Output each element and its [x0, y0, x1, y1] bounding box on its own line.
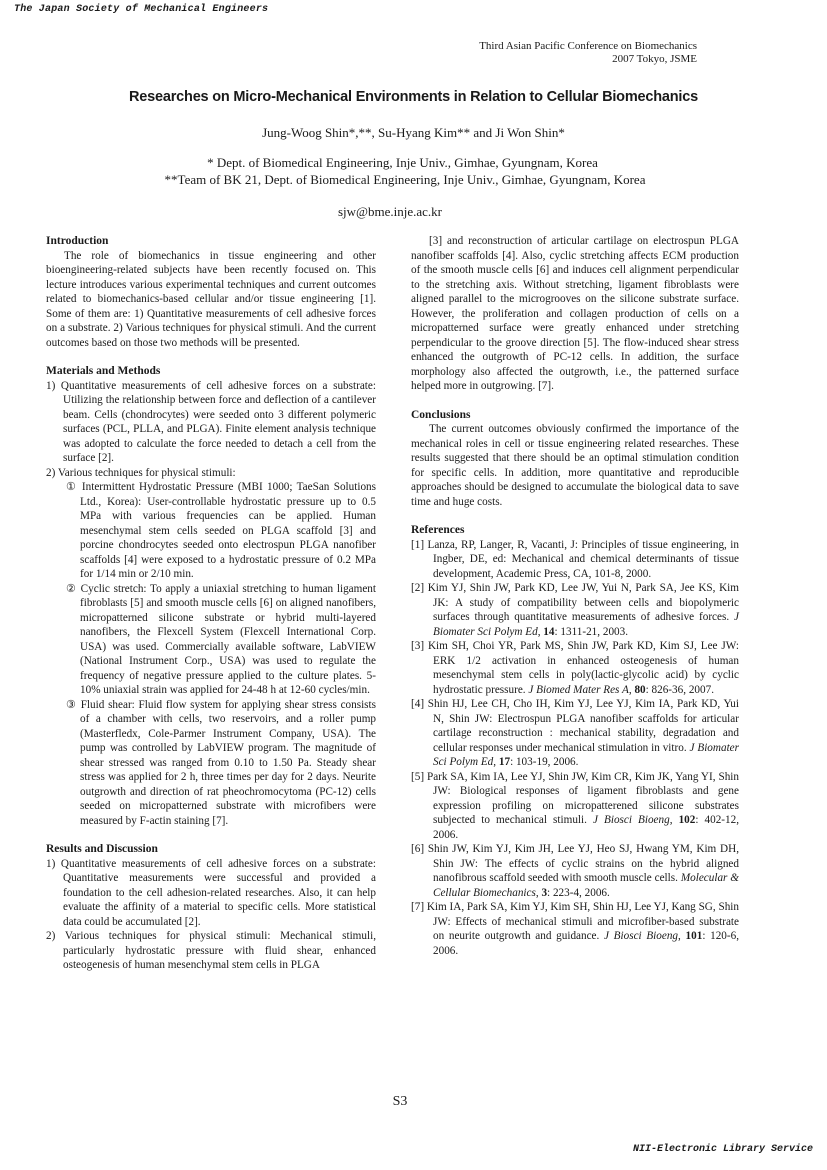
methods-subitem-2: ② Cyclic stretch: To apply a uniaxial stretching to human ligament fibroblasts [5] and smooth muscle cells [6] on aligned nanofibers, micropatterned silicone substrate or hybrid multi-layered nanofibers, the Flexcell System (Flexcell International Corp. USA) was used. Commercially available software, LabVIEW (National Instrument Corp., USA) was used to regulate the frequency of negative pressure applied to the culture plates. 5-10% uniaxial strain was applied for 24-48 h at 12-60 cycles/min. [66, 582, 376, 696]
references-heading: References [411, 524, 465, 536]
reference-3: [3] Kim SH, Choi YR, Park MS, Shin JW, Park KD, Kim SJ, Lee JW: ERK 1/2 activation in enhanced osteogenesis of human mesenchymal stem cells in poly(lactic-glycolic acid) by cyclic hydrostatic pressure. J Biomed Mater Res A, 80: 826-36, 2007. [411, 640, 739, 696]
methods-item-1: 1) Quantitative measurements of cell adhesive forces on a substrate: Utilizing the relationship between force and deflection of a cantilever beam. Cells (chondrocytes) were seeded onto 3 different polymeric surfaces (PCL, PLLA, and PLGA). Finite element analysis technique was adopted to calculate the force needed to detach a cell from the surface [2]. [46, 379, 376, 464]
affiliation-1: * Dept. of Biomedical Engineering, Inje Univ., Gimhae, Gyungnam, Korea [207, 155, 598, 170]
results-heading: Results and Discussion [46, 843, 158, 855]
conference-name: Third Asian Pacific Conference on Biomechanics [479, 40, 697, 52]
right-column [411, 234, 739, 958]
results-item-2: 2) Various techniques for physical stimuli: Mechanical stimuli, particularly hydrostatic pressure with fluid shear, enhanced osteogenesis of human mesenchymal stem cells in PLGA [46, 930, 376, 971]
conclusions-heading: Conclusions [411, 408, 471, 421]
affiliation-2: **Team of BK 21, Dept. of Biomedical Engineering, Inje Univ., Gimhae, Gyungnam, Korea [164, 172, 646, 187]
methods-subitem-3: ③ Fluid shear: Fluid flow system for applying shear stress consists of a chamber with cells, two reservoirs, and a roller pump (Masterfledx, Cole-Parmer Instrument Company, USA). The pump was controlled by LabVIEW program. The magnitude of shear stressed was ranged from 0.10 to 1.50 Pa. Steady shear stress was applied for 2 h, three times per day for 2 days. Neurite outgrowth and direction of rat pheochromocytoma (PC-12) cells seeded on micropatterned substrate with microfibers were measured by F-actin staining [7]. [66, 698, 376, 827]
results-item-1: 1) Quantitative measurements of cell adhesive forces on a substrate: Quantitative measurements were successful and provided a foundation to the cell adhesion-related researches. Also, it can help evaluate the affinity of a material to specific cells. More statistical data could be accumulated [2]. [46, 857, 376, 928]
methods-heading: Materials and Methods [46, 365, 161, 377]
reference-6: [6] Shin JW, Kim YJ, Kim JH, Lee YJ, Heo SJ, Hwang YM, Kim DH, Shin JW: The effects of cyclic strains on the hybrid aligned nanofibrous scaffold seeded with smooth muscle cells. Molecular & Cellular Biomechanics, 3: 223-4, 2006. [411, 843, 740, 899]
author-email: sjw@bme.inje.ac.kr [337, 204, 443, 219]
reference-5: [5] Park SA, Kim IA, Lee YJ, Shin JW, Kim CR, Kim JK, Yang YI, Shin JW: Biological responses of ligament fibroblasts and gene expression profiling on micropatterened silicone substrates subjected to mechanical stimuli. J Biosci Bioeng, 102: 402-12, 2006. [411, 770, 740, 841]
introduction-heading: Introduction [46, 235, 109, 247]
page-number: S3 [392, 1094, 408, 1109]
methods-item-2: 2) Various techniques for physical stimuli: [46, 466, 236, 479]
conference-info [479, 40, 697, 66]
reference-4: [4] Shin HJ, Lee CH, Cho IH, Kim YJ, Lee YJ, Kim IA, Park KD, Yui N, Shin JW: Electrospun PLGA nanofiber scaffolds for articular cartilage reconstruction : mechanical stability, degradation and cellular responses under mechanical stimulation in vitro. J Biomater Sci Polym Ed, 17: 103-19, 2006. [411, 698, 740, 768]
results-continued: [3] and reconstruction of articular cartilage on electrospun PLGA nanofiber scaffolds [4]. Also, cyclic stretching affects ECM production of the smooth muscle cells [6] and induces cell alignment perpendicular to the stretching axis. Without stretching, ligament fibroblasts were aligned parallel to the microgrooves on the silicone substrate surface. However, the proliferation and collagen production of cells on a micropatterned surface were greatly enhanced under stretching perpendicular to the groove direction [5]. The flow-induced shear stress enhanced the outgrowth of PC-12 cells. In addition, the surface morphology also affected the outgrowth, i.e., the patterned surface helped more in outgrowing. [7]. [411, 235, 739, 392]
reference-1: [1] Lanza, RP, Langer, R, Vacanti, J: Principles of tissue engineering, in Ingber, DE, ed: Mechanical and chemical determinants of tissue development, Academic Press, CA, 101-8, 2000. [411, 538, 739, 580]
methods-subitem-1: ① Intermittent Hydrostatic Pressure (MBI 1000; TaeSan Solutions Ltd., Korea): User-controllable hydrostatic pressure up to 0.5 MPa with various frequencies can be applied. Human mesenchymal stem cells seeded on PLGA scaffold [3] and porcine chondrocytes seeded onto electrospun PLGA nanofiber scaffolds [4] were exposed to a hydrostatic pressure of 0.2 MPa for 1/14 min or 2/10 min. [66, 481, 376, 580]
left-column [46, 234, 376, 973]
reference-2: [2] Kim YJ, Shin JW, Park KD, Lee JW, Yui N, Park SA, Jee KS, Kim JK: A study of compatibility between cells and biopolymeric surfaces through quantitative measurements of adhesive forces. J Biomater Sci Polym Ed, 14: 1311-21, 2003. [411, 582, 739, 638]
reference-7: [7] Kim IA, Park SA, Kim YJ, Kim SH, Shin HJ, Lee YJ, Kang SG, Shin JW: Effects of mechanical stimuli and microfiber-based substrate on neurite outgrowth and guidance. J Biosci Bioeng, 101: 120-6, 2006. [411, 901, 740, 957]
introduction-text: The role of biomechanics in tissue engineering and other bioengineering-related subjects have been recently focused on. This lecture introduces various experimental techniques and current outcomes related to biomechanics-based cellular and/or tissue engineering [1]. Some of them are: 1) Quantitative measurements of cell adhesive forces on a substrate. 2) Various techniques for physical stimuli. And the current outcomes based on those two methods will be presented. [46, 249, 376, 349]
library-header: The Japan Society of Mechanical Engineers [14, 4, 269, 15]
author-list: Jung-Woog Shin*,**, Su-Hyang Kim** and Ji Won Shin* [262, 125, 565, 140]
conclusions-text: The current outcomes obviously confirmed the importance of the mechanical roles in cell or tissue engineering related researches. These results suggested that there should be an optimal stimulation condition for specific cells. In addition, more quantitative and reproducible approaches should be designed to accumulate the biological data to save time and huge costs. [411, 423, 739, 508]
library-footer: NII-Electronic Library Service [632, 1144, 813, 1155]
paper-title: Researches on Micro-Mechanical Environments in Relation to Cellular Biomechanics [129, 89, 698, 105]
conference-place: 2007 Tokyo, JSME [612, 53, 697, 65]
